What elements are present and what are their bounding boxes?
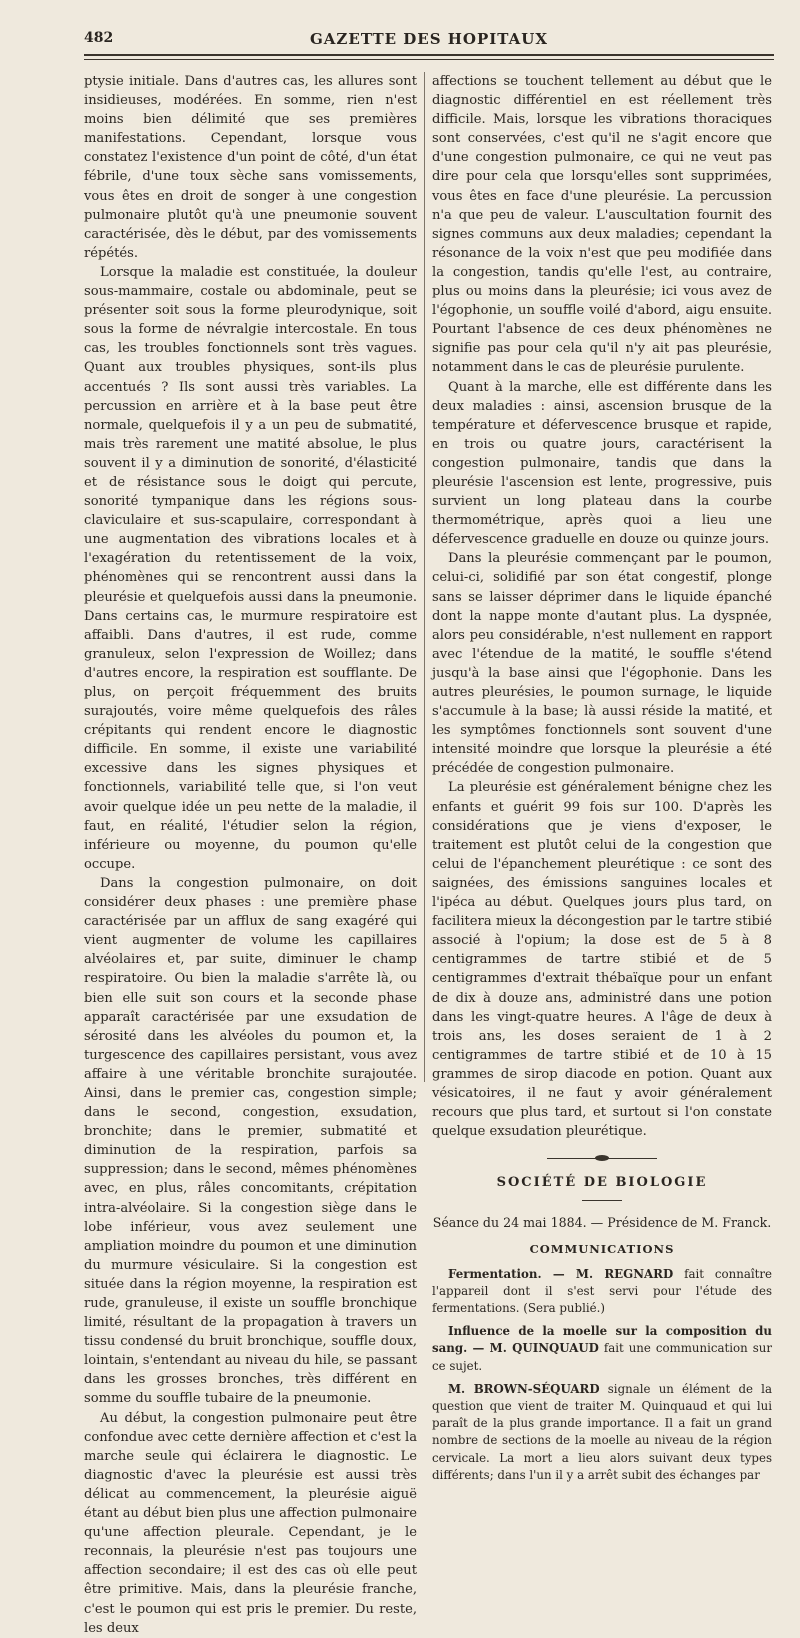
paragraph: Lorsque la maladie est constituée, la douleur sous-mammaire, costale ou abdominale, peut se présenter soit sous la forme pleurodynique, soit sous la forme de névralgie intercostale. En tous cas, les troubles fonctionnels sont très vagues. Quant aux troubles physiques, sont-ils plus accentués ? Ils sont aussi très variables. La percussion en arrière et à la base peut être normale, quelquefois il y a un peu de submatité, mais très rarement une matité absolue, le plus souvent il y a diminution de sonorité, d'élasticité et de résistance sous le doigt qui percute, sonorité tympanique dans les régions sous-claviculaire et sus-scapulaire, correspondant à une augmentation des vibrations locales et à l'exagération du retentissement de la voix, phénomènes qui se rencontrent aussi dans la pleurésie et quelquefois aussi dans la pneumonie. Dans certains cas, le murmure respiratoire est affaibli. Dans d'autres, il est rude, comme granuleux, selon l'expression de Woillez; dans d'autres encore, la respiration est soufflante. De plus, on perçoit fréquemment des bruits surajoutés, voire même quelquefois des râles crépitants qui rendent encore le diagnostic difficile. En somme, il existe une variabilité excessive dans les signes physiques et fonctionnels, variabilité telle que, si l'on veut avoir quelque idée un peu nette de la maladie, il faut, en réalité, l'étudier selon la région, inférieure ou moyenne, du poumon qu'elle occupe. bbox=[84, 264, 417, 872]
communication-text: fait connaître l'appareil dont il s'est servi pour l'étude des fermentations. (Sera publié.) bbox=[432, 1266, 772, 1315]
paragraph: affections se touchent tellement au début que le diagnostic différentiel en est réellement très difficile. Mais, lorsque les vibrations thoraciques sont conservées, c'est qu'il ne s'agit encore que d'une congestion pulmonaire, ce qui ne veut pas dire pour cela que lorsqu'elles sont supprimées, vous êtes en face d'une pleurésie. La percussion n'a que peu de valeur. L'auscultation fournit des signes communs aux deux maladies; cependant la résonance de la voix n'est que peu modifiée dans la congestion, tandis qu'elle l'est, au contraire, plus ou moins dans la pleurésie; ici vous avez de l'égophonie, un souffle voilé d'abord, aigu ensuite. Pourtant l'absence de ces deux phénomènes ne signifie pas pour cela qu'il n'y ait pas pleurésie, notamment dans le cas de pleurésie purulente. bbox=[432, 74, 772, 376]
header-rule-thin bbox=[84, 59, 774, 60]
paragraph: Quant à la marche, elle est différente dans les deux maladies : ainsi, ascension brusque de la température et défervescence brusque et rapide, en trois ou quatre jours, caractérisent la congestion pulmonaire, tandis que dans la pleurésie l'ascension est lente, progressive, puis survient un long plateau dans la courbe thermométrique, après quoi a lieu une défervescence graduelle en douze ou quinze jours. bbox=[432, 379, 772, 548]
short-rule bbox=[582, 1200, 622, 1201]
communication-lead: Influence de la moelle sur la composition du sang. — M. QUINQUAUD bbox=[432, 1324, 772, 1356]
communications-title: COMMUNICATIONS bbox=[529, 1242, 675, 1257]
page-header bbox=[84, 28, 774, 52]
communication-lead: M. BROWN-SÉQUARD bbox=[448, 1381, 600, 1396]
left-column bbox=[84, 72, 417, 1636]
communication-item bbox=[432, 1266, 772, 1318]
page-number: 482 bbox=[84, 30, 114, 46]
communication-text: fait une communication sur ce sujet. bbox=[432, 1341, 772, 1373]
right-column bbox=[432, 72, 772, 1482]
communication-item bbox=[432, 1323, 772, 1375]
communications-list bbox=[432, 1266, 772, 1484]
paragraph: Dans la congestion pulmonaire, on doit considérer deux phases : une première phase caractérisée par un afflux de sang exagéré qui vient augmenter de volume les capillaires alvéolaires et, par suite, diminuer le champ respiratoire. Ou bien la maladie s'arrête là, ou bien elle suit son cours et la seconde phase apparaît caractérisée par une exsudation de sérosité dans les alvéoles du poumon et, la turgescence des capillaires persistant, vous avez affaire à une véritable bronchite surajoutée. Ainsi, dans le premier cas, congestion simple; dans le second, congestion, exsudation, bronchite; dans le premier, submatité et diminution de la respiration, parfois sa suppression; dans le second, mêmes phénomènes avec, en plus, râles concomitants, crépitation intra-alvéolaire. Si la congestion siège dans le lobe inférieur, vous avez seulement une ampliation moindre du poumon et une diminution du murmure vésiculaire. Si la congestion est située dans la région moyenne, la respiration est rude, granuleuse, il existe un souffle bronchique limité, résultant de la propagation à travers un tissu condensé du bruit bronchique, souffle doux, lointain, s'entendant au niveau du hile, se passant dans les grosses bronches, très différent en somme du souffle tubaire de la pneumonie. bbox=[84, 875, 417, 1407]
communication-text: signale un élément de la question que vient de traiter M. Quinquaud et qui lui paraît de la plus grande importance. Il a fait un grand nombre de sections de la moelle au niveau de la région cervicale. La mort a lieu alors suivant deux types différents; dans l'un il y a arrêt subit des échanges par bbox=[432, 1381, 772, 1482]
society-title: SOCIÉTÉ DE BIOLOGIE bbox=[496, 1175, 708, 1191]
separator-ornament bbox=[595, 1155, 609, 1161]
header-rule-thick bbox=[84, 54, 774, 56]
section-separator bbox=[547, 1155, 657, 1163]
paragraph: Au début, la congestion pulmonaire peut être confondue avec cette dernière affection et c'est la marche seule qui éclairera le diagnostic. Le diagnostic d'avec la pleurésie est aussi très délicat au commencement, la pleurésie aiguë étant au début bien plus une affection pulmonaire qu'une affection pleurale. Cependant, je le reconnais, la pleurésie n'est pas toujours une affection secondaire; il est des cas où elle peut être primitive. Mais, dans la pleurésie franche, c'est le poumon qui est pris le premier. Du reste, les deux bbox=[84, 1410, 417, 1636]
paragraph: ptysie initiale. Dans d'autres cas, les allures sont insidieuses, modérées. En somme, rien n'est moins bien délimité que ses premières manifestations. Cependant, lorsque vous constatez l'existence d'un point de côté, d'un état fébrile, d'une toux sèche sans vomissements, vous êtes en droit de songer à une congestion pulmonaire plutôt qu'à une pneumonie souvent caractérisée, dès le début, par des vomissements répétés. bbox=[84, 74, 417, 261]
paragraph: Dans la pleurésie commençant par le poumon, celui-ci, solidifié par son état congestif, plonge sans se laisser déprimer dans le liquide épanché dont la nappe monte d'autant plus. La dyspnée, alors peu considérable, n'est nullement en rapport avec l'étendue de la matité, le souffle s'étend jusqu'à la base ainsi que l'égophonie. Dans les autres pleurésies, le poumon surnage, le liquide s'accumule à la base; là aussi réside la matité, et les symptômes fonctionnels sont souvent d'une intensité moindre que lorsque la pleurésie a été précédée de congestion pulmonaire. bbox=[432, 551, 772, 777]
communication-item bbox=[432, 1381, 772, 1484]
communication-lead: Fermentation. — M. REGNARD bbox=[448, 1266, 674, 1281]
seance-line: Séance du 24 mai 1884. — Présidence de M. Franck. bbox=[432, 1215, 772, 1231]
column-divider bbox=[424, 72, 425, 1082]
running-title: GAZETTE DES HOPITAUX bbox=[309, 30, 548, 48]
paragraph: La pleurésie est généralement bénigne chez les enfants et guérit 99 fois sur 100. D'après les considérations que je viens d'exposer, le traitement est plutôt celui de la congestion que celui de l'épanchement pleurétique : ce sont des saignées, des émissions sanguines locales et l'ipéca au début. Quelques jours plus tard, on facilitera mieux la décongestion par le tartre stibié associé à l'opium; la dose est de 5 à 8 centigrammes de tartre stibié et de 5 centigrammes d'extrait thébaïque pour un enfant de dix à douze ans, administré dans une potion dans les vingt-quatre heures. A l'âge de deux à trois ans, les doses seraient de 1 à 2 centigrammes de tartre stibié et de 10 à 15 grammes de sirop diacode en potion. Quant aux vésicatoires, il ne faut y avoir généralement recours que plus tard, et surtout si l'on constate quelque exsudation pleurétique. bbox=[432, 780, 772, 1140]
